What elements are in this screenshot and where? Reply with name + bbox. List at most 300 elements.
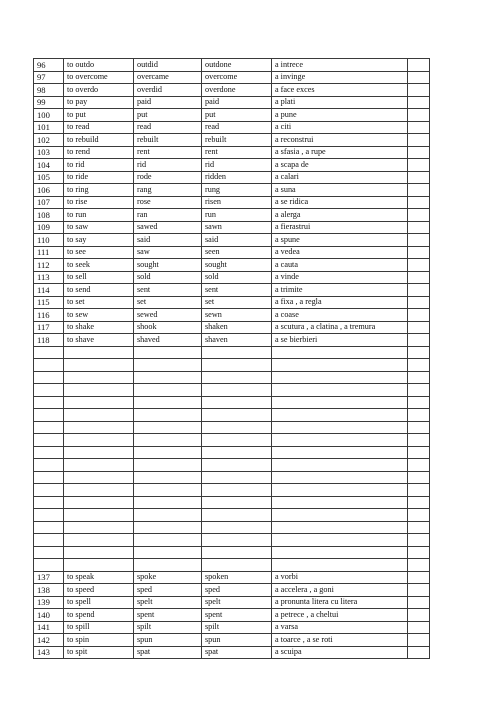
table-row	[34, 596, 430, 609]
translation-cell: a accelera , a goni	[272, 584, 408, 597]
row-number: 140	[34, 609, 64, 622]
infinitive-cell: to ride	[64, 171, 134, 184]
row-number	[34, 521, 64, 534]
table-row	[34, 196, 430, 209]
past-simple-cell	[134, 346, 202, 359]
table-body	[34, 59, 430, 659]
table-row	[34, 621, 430, 634]
past-participle-cell: paid	[202, 96, 272, 109]
infinitive-cell: to sew	[64, 309, 134, 322]
translation-cell: a suna	[272, 184, 408, 197]
translation-cell: a face exces	[272, 84, 408, 97]
row-number: 115	[34, 296, 64, 309]
past-simple-cell: rent	[134, 146, 202, 159]
row-number	[34, 496, 64, 509]
row-number: 139	[34, 596, 64, 609]
infinitive-cell: to spell	[64, 596, 134, 609]
infinitive-cell: to speed	[64, 584, 134, 597]
infinitive-cell	[64, 521, 134, 534]
table-row	[34, 259, 430, 272]
past-participle-cell: spun	[202, 634, 272, 647]
extra-cell	[408, 196, 430, 209]
table-row	[34, 421, 430, 434]
past-participle-cell: rung	[202, 184, 272, 197]
row-number: 138	[34, 584, 64, 597]
table-row	[34, 509, 430, 522]
extra-cell	[408, 621, 430, 634]
table-row	[34, 559, 430, 572]
row-number	[34, 421, 64, 434]
translation-cell: a fierastrui	[272, 221, 408, 234]
translation-cell: a citi	[272, 121, 408, 134]
extra-cell	[408, 421, 430, 434]
past-simple-cell: ran	[134, 209, 202, 222]
table-row	[34, 284, 430, 297]
past-simple-cell: read	[134, 121, 202, 134]
row-number	[34, 471, 64, 484]
translation-cell: a petrece , a cheltui	[272, 609, 408, 622]
past-participle-cell: shaken	[202, 321, 272, 334]
infinitive-cell	[64, 421, 134, 434]
past-participle-cell: spent	[202, 609, 272, 622]
table-row	[34, 146, 430, 159]
translation-cell: a vorbi	[272, 571, 408, 584]
extra-cell	[408, 559, 430, 572]
past-simple-cell: sought	[134, 259, 202, 272]
infinitive-cell: to spill	[64, 621, 134, 634]
past-participle-cell: read	[202, 121, 272, 134]
past-simple-cell	[134, 534, 202, 547]
past-simple-cell: outdid	[134, 59, 202, 72]
past-simple-cell: saw	[134, 246, 202, 259]
past-simple-cell: spun	[134, 634, 202, 647]
row-number: 110	[34, 234, 64, 247]
table-row	[34, 409, 430, 422]
translation-cell: a trimite	[272, 284, 408, 297]
extra-cell	[408, 471, 430, 484]
past-participle-cell	[202, 421, 272, 434]
past-simple-cell: put	[134, 109, 202, 122]
translation-cell: a invinge	[272, 71, 408, 84]
extra-cell	[408, 459, 430, 472]
row-number	[34, 534, 64, 547]
translation-cell	[272, 534, 408, 547]
past-simple-cell: overcame	[134, 71, 202, 84]
past-simple-cell: spelt	[134, 596, 202, 609]
translation-cell: a intrece	[272, 59, 408, 72]
row-number: 100	[34, 109, 64, 122]
infinitive-cell: to set	[64, 296, 134, 309]
table-row	[34, 96, 430, 109]
extra-cell	[408, 259, 430, 272]
translation-cell	[272, 559, 408, 572]
table-row	[34, 171, 430, 184]
past-simple-cell	[134, 521, 202, 534]
translation-cell: a plati	[272, 96, 408, 109]
table-row	[34, 396, 430, 409]
translation-cell: a se bierbieri	[272, 334, 408, 347]
extra-cell	[408, 634, 430, 647]
past-simple-cell	[134, 409, 202, 422]
infinitive-cell: to pay	[64, 96, 134, 109]
past-participle-cell: put	[202, 109, 272, 122]
table-row	[34, 459, 430, 472]
extra-cell	[408, 334, 430, 347]
infinitive-cell: to shave	[64, 334, 134, 347]
row-number: 143	[34, 646, 64, 659]
past-simple-cell: rang	[134, 184, 202, 197]
past-simple-cell	[134, 371, 202, 384]
table-row	[34, 471, 430, 484]
translation-cell	[272, 434, 408, 447]
infinitive-cell: to saw	[64, 221, 134, 234]
infinitive-cell: to overcome	[64, 71, 134, 84]
extra-cell	[408, 384, 430, 397]
extra-cell	[408, 646, 430, 659]
extra-cell	[408, 121, 430, 134]
infinitive-cell: to say	[64, 234, 134, 247]
row-number: 104	[34, 159, 64, 172]
extra-cell	[408, 284, 430, 297]
past-simple-cell: said	[134, 234, 202, 247]
extra-cell	[408, 359, 430, 372]
infinitive-cell: to spin	[64, 634, 134, 647]
translation-cell	[272, 346, 408, 359]
extra-cell	[408, 521, 430, 534]
past-simple-cell: spat	[134, 646, 202, 659]
extra-cell	[408, 159, 430, 172]
translation-cell: a spune	[272, 234, 408, 247]
irregular-verbs-table	[33, 58, 430, 659]
translation-cell	[272, 409, 408, 422]
translation-cell	[272, 521, 408, 534]
past-simple-cell	[134, 421, 202, 434]
past-participle-cell: overdone	[202, 84, 272, 97]
row-number: 116	[34, 309, 64, 322]
infinitive-cell: to overdo	[64, 84, 134, 97]
translation-cell	[272, 396, 408, 409]
extra-cell	[408, 271, 430, 284]
past-simple-cell: set	[134, 296, 202, 309]
table-row	[34, 584, 430, 597]
past-participle-cell	[202, 496, 272, 509]
extra-cell	[408, 409, 430, 422]
table-row	[34, 209, 430, 222]
past-participle-cell: said	[202, 234, 272, 247]
table-row	[34, 646, 430, 659]
past-participle-cell: rent	[202, 146, 272, 159]
table-row	[34, 484, 430, 497]
infinitive-cell: to ring	[64, 184, 134, 197]
past-participle-cell: spelt	[202, 596, 272, 609]
past-participle-cell: spat	[202, 646, 272, 659]
extra-cell	[408, 309, 430, 322]
infinitive-cell: to seek	[64, 259, 134, 272]
past-simple-cell	[134, 484, 202, 497]
table-row	[34, 371, 430, 384]
past-participle-cell: ridden	[202, 171, 272, 184]
translation-cell	[272, 509, 408, 522]
extra-cell	[408, 571, 430, 584]
row-number: 112	[34, 259, 64, 272]
table-row	[34, 496, 430, 509]
past-participle-cell: spilt	[202, 621, 272, 634]
translation-cell	[272, 359, 408, 372]
past-participle-cell	[202, 559, 272, 572]
infinitive-cell: to send	[64, 284, 134, 297]
extra-cell	[408, 584, 430, 597]
past-participle-cell: rebuilt	[202, 134, 272, 147]
past-simple-cell: shaved	[134, 334, 202, 347]
extra-cell	[408, 296, 430, 309]
infinitive-cell: to spit	[64, 646, 134, 659]
table-row	[34, 221, 430, 234]
row-number: 113	[34, 271, 64, 284]
past-participle-cell	[202, 384, 272, 397]
infinitive-cell: to run	[64, 209, 134, 222]
extra-cell	[408, 234, 430, 247]
extra-cell	[408, 346, 430, 359]
translation-cell: a alerga	[272, 209, 408, 222]
row-number	[34, 446, 64, 459]
row-number: 142	[34, 634, 64, 647]
extra-cell	[408, 496, 430, 509]
row-number: 114	[34, 284, 64, 297]
past-participle-cell: set	[202, 296, 272, 309]
past-simple-cell	[134, 459, 202, 472]
row-number: 118	[34, 334, 64, 347]
row-number	[34, 509, 64, 522]
past-participle-cell: seen	[202, 246, 272, 259]
extra-cell	[408, 534, 430, 547]
row-number: 105	[34, 171, 64, 184]
row-number: 108	[34, 209, 64, 222]
past-participle-cell: sped	[202, 584, 272, 597]
extra-cell	[408, 246, 430, 259]
translation-cell	[272, 496, 408, 509]
infinitive-cell	[64, 484, 134, 497]
extra-cell	[408, 221, 430, 234]
extra-cell	[408, 596, 430, 609]
past-participle-cell: sent	[202, 284, 272, 297]
past-simple-cell	[134, 446, 202, 459]
table-row	[34, 446, 430, 459]
infinitive-cell: to read	[64, 121, 134, 134]
translation-cell	[272, 546, 408, 559]
past-participle-cell: sought	[202, 259, 272, 272]
row-number: 97	[34, 71, 64, 84]
infinitive-cell: to shake	[64, 321, 134, 334]
infinitive-cell	[64, 396, 134, 409]
row-number: 111	[34, 246, 64, 259]
past-simple-cell: rebuilt	[134, 134, 202, 147]
infinitive-cell	[64, 459, 134, 472]
past-participle-cell	[202, 546, 272, 559]
past-simple-cell: sped	[134, 584, 202, 597]
past-participle-cell: overcome	[202, 71, 272, 84]
row-number	[34, 346, 64, 359]
row-number: 109	[34, 221, 64, 234]
past-participle-cell: shaven	[202, 334, 272, 347]
table-row	[34, 609, 430, 622]
infinitive-cell	[64, 359, 134, 372]
table-row	[34, 84, 430, 97]
past-simple-cell: spoke	[134, 571, 202, 584]
past-simple-cell: rose	[134, 196, 202, 209]
infinitive-cell: to see	[64, 246, 134, 259]
table-row	[34, 59, 430, 72]
infinitive-cell	[64, 409, 134, 422]
translation-cell	[272, 446, 408, 459]
translation-cell: a cauta	[272, 259, 408, 272]
row-number: 117	[34, 321, 64, 334]
past-participle-cell	[202, 459, 272, 472]
row-number	[34, 484, 64, 497]
row-number: 101	[34, 121, 64, 134]
translation-cell: a scapa de	[272, 159, 408, 172]
row-number	[34, 396, 64, 409]
past-simple-cell	[134, 546, 202, 559]
translation-cell: a coase	[272, 309, 408, 322]
infinitive-cell	[64, 509, 134, 522]
translation-cell	[272, 471, 408, 484]
infinitive-cell: to outdo	[64, 59, 134, 72]
extra-cell	[408, 609, 430, 622]
translation-cell: a vedea	[272, 246, 408, 259]
table-row	[34, 71, 430, 84]
infinitive-cell: to speak	[64, 571, 134, 584]
past-simple-cell: spilt	[134, 621, 202, 634]
past-participle-cell: spoken	[202, 571, 272, 584]
past-simple-cell	[134, 396, 202, 409]
extra-cell	[408, 371, 430, 384]
infinitive-cell	[64, 434, 134, 447]
past-simple-cell	[134, 434, 202, 447]
extra-cell	[408, 109, 430, 122]
table-row	[34, 434, 430, 447]
translation-cell: a scutura , a clatina , a tremura	[272, 321, 408, 334]
table-row	[34, 359, 430, 372]
translation-cell: a pune	[272, 109, 408, 122]
table-row	[34, 184, 430, 197]
past-simple-cell	[134, 496, 202, 509]
past-simple-cell: rid	[134, 159, 202, 172]
translation-cell	[272, 421, 408, 434]
translation-cell: a toarce , a se roti	[272, 634, 408, 647]
infinitive-cell: to rebuild	[64, 134, 134, 147]
translation-cell	[272, 484, 408, 497]
past-participle-cell	[202, 471, 272, 484]
row-number	[34, 546, 64, 559]
past-participle-cell	[202, 534, 272, 547]
translation-cell	[272, 384, 408, 397]
extra-cell	[408, 484, 430, 497]
past-simple-cell	[134, 559, 202, 572]
table-row	[34, 121, 430, 134]
table-row	[34, 634, 430, 647]
table-row	[34, 309, 430, 322]
translation-cell: a reconstrui	[272, 134, 408, 147]
infinitive-cell	[64, 559, 134, 572]
past-simple-cell: sewed	[134, 309, 202, 322]
extra-cell	[408, 146, 430, 159]
past-participle-cell: outdone	[202, 59, 272, 72]
extra-cell	[408, 434, 430, 447]
past-simple-cell	[134, 471, 202, 484]
past-simple-cell: rode	[134, 171, 202, 184]
row-number: 107	[34, 196, 64, 209]
extra-cell	[408, 509, 430, 522]
past-participle-cell: run	[202, 209, 272, 222]
infinitive-cell	[64, 534, 134, 547]
infinitive-cell: to rend	[64, 146, 134, 159]
table-row	[34, 521, 430, 534]
row-number: 137	[34, 571, 64, 584]
translation-cell: a calari	[272, 171, 408, 184]
translation-cell: a fixa , a regla	[272, 296, 408, 309]
past-participle-cell: sawn	[202, 221, 272, 234]
row-number: 141	[34, 621, 64, 634]
infinitive-cell	[64, 446, 134, 459]
row-number	[34, 459, 64, 472]
past-simple-cell: sold	[134, 271, 202, 284]
row-number: 102	[34, 134, 64, 147]
extra-cell	[408, 184, 430, 197]
table-row	[34, 334, 430, 347]
row-number	[34, 559, 64, 572]
infinitive-cell: to rise	[64, 196, 134, 209]
extra-cell	[408, 96, 430, 109]
table-row	[34, 159, 430, 172]
extra-cell	[408, 546, 430, 559]
row-number	[34, 409, 64, 422]
past-participle-cell	[202, 434, 272, 447]
table-row	[34, 271, 430, 284]
extra-cell	[408, 396, 430, 409]
infinitive-cell: to rid	[64, 159, 134, 172]
table-row	[34, 246, 430, 259]
row-number: 106	[34, 184, 64, 197]
infinitive-cell	[64, 346, 134, 359]
past-participle-cell	[202, 484, 272, 497]
past-simple-cell: paid	[134, 96, 202, 109]
past-participle-cell	[202, 371, 272, 384]
table-row	[34, 234, 430, 247]
table-row	[34, 571, 430, 584]
table-row	[34, 546, 430, 559]
translation-cell	[272, 371, 408, 384]
extra-cell	[408, 171, 430, 184]
translation-cell	[272, 459, 408, 472]
past-participle-cell	[202, 446, 272, 459]
row-number: 103	[34, 146, 64, 159]
infinitive-cell	[64, 371, 134, 384]
past-participle-cell	[202, 346, 272, 359]
translation-cell: a scuipa	[272, 646, 408, 659]
table-row	[34, 109, 430, 122]
infinitive-cell	[64, 384, 134, 397]
extra-cell	[408, 84, 430, 97]
past-participle-cell	[202, 509, 272, 522]
infinitive-cell	[64, 546, 134, 559]
infinitive-cell: to spend	[64, 609, 134, 622]
past-simple-cell: sawed	[134, 221, 202, 234]
past-simple-cell	[134, 509, 202, 522]
extra-cell	[408, 321, 430, 334]
row-number	[34, 371, 64, 384]
row-number	[34, 384, 64, 397]
infinitive-cell: to put	[64, 109, 134, 122]
